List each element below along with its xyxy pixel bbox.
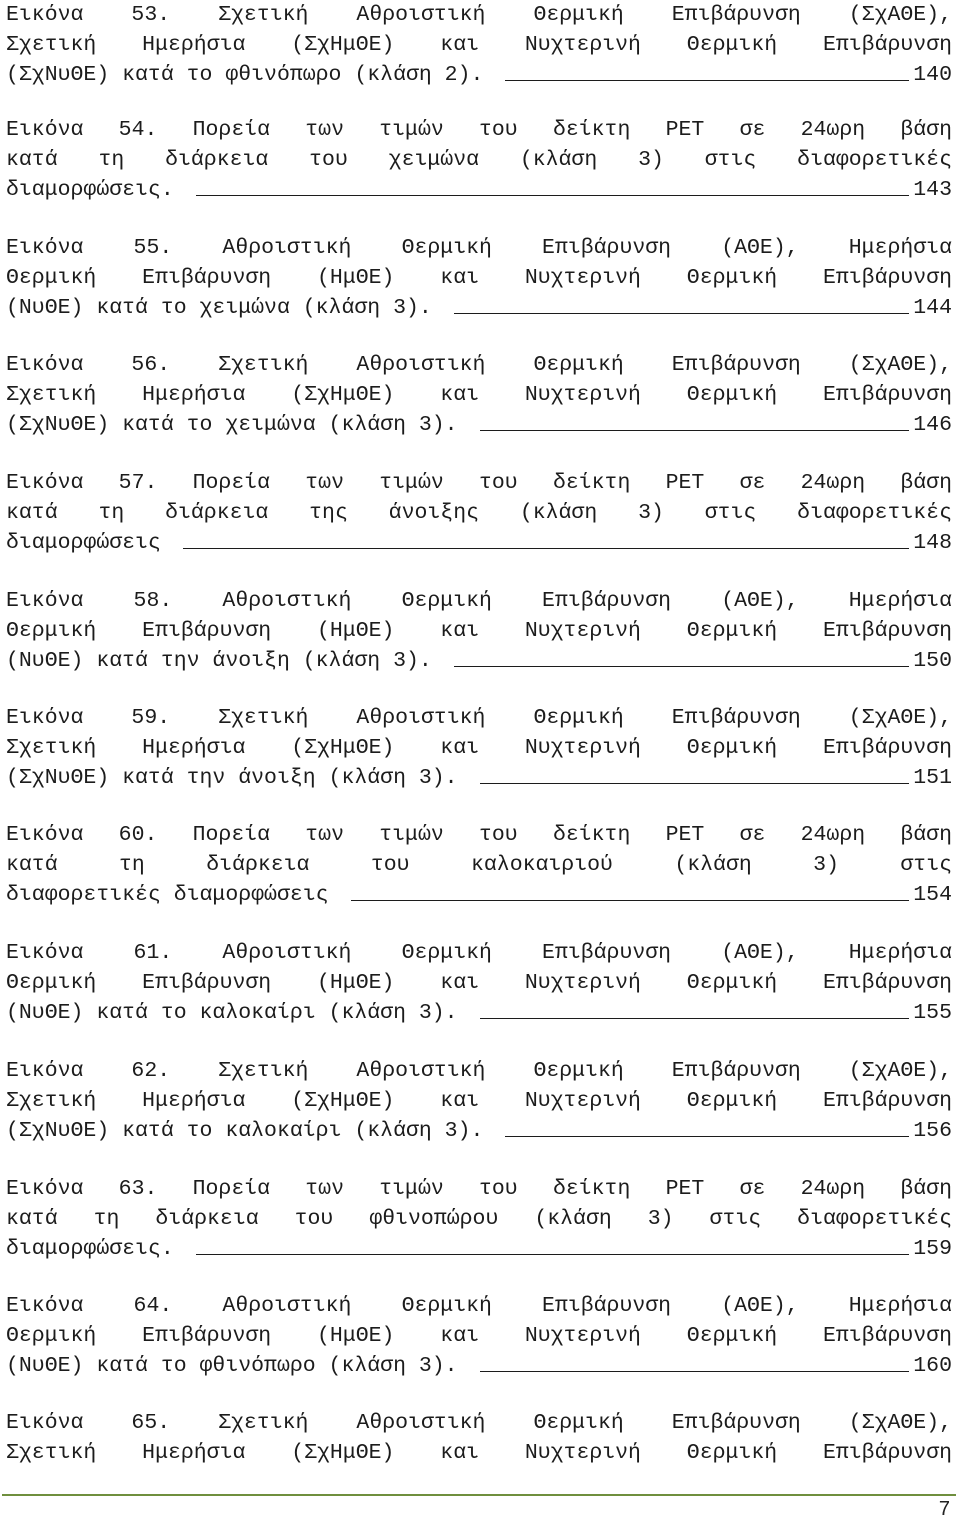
figure-entry[interactable]: [6, 820, 952, 910]
dot-leader: [505, 79, 909, 81]
page-number: 7: [938, 1498, 950, 1520]
entry-text: (ΝυΘΕ) κατά το καλοκαίρι (κλάση 3).: [6, 1001, 458, 1025]
entry-line: Σχετική Ημερήσια (ΣχΗμΘΕ) και Νυχτερινή Θερμική Επιβάρυνση: [6, 736, 952, 760]
figure-entry[interactable]: [6, 703, 952, 793]
entry-line: Σχετική Ημερήσια (ΣχΗμΘΕ) και Νυχτερινή Θερμική Επιβάρυνση: [6, 383, 952, 407]
entry-line: Εικόνα 62. Σχετική Αθροιστική Θερμική Επιβάρυνση (ΣχΑΘΕ),: [6, 1059, 952, 1083]
entry-last-line: [6, 998, 952, 1028]
entry-last-line: [6, 1234, 952, 1264]
entry-line: κατά τη διάρκεια του φθινοπώρου (κλάση 3) στις διαφορετικές: [6, 1207, 952, 1231]
dot-leader: [196, 1253, 910, 1255]
entry-line: Εικόνα 63. Πορεία των τιμών του δείκτη PET σε 24ωρη βάση: [6, 1177, 952, 1201]
entry-text: διαφορετικές διαμορφώσεις: [6, 883, 329, 907]
figure-entry[interactable]: [6, 1056, 952, 1146]
page-ref: 156: [913, 1119, 952, 1143]
figure-entry[interactable]: [6, 1408, 952, 1468]
entry-text: (ΝυΘΕ) κατά το χειμώνα (κλάση 3).: [6, 296, 432, 320]
entry-last-line: [6, 410, 952, 440]
entry-text: (ΣχΝυΘΕ) κατά το φθινόπωρο (κλάση 2).: [6, 63, 484, 87]
entry-text: διαμορφώσεις.: [6, 1237, 174, 1261]
entry-line: Εικόνα 55. Αθροιστική Θερμική Επιβάρυνση (ΑΘΕ), Ημερήσια: [6, 236, 952, 260]
page-ref: 151: [913, 766, 952, 790]
dot-leader: [480, 1370, 910, 1372]
entry-last-line: [6, 60, 952, 90]
entry-text: διαμορφώσεις.: [6, 178, 174, 202]
page-ref: 154: [913, 883, 952, 907]
entry-line: κατά τη διάρκεια του χειμώνα (κλάση 3) στις διαφορετικές: [6, 148, 952, 172]
entry-text: (ΣχΝυΘΕ) κατά το καλοκαίρι (κλάση 3).: [6, 1119, 484, 1143]
entry-line: κατά τη διάρκεια του καλοκαιριού (κλάση 3) στις: [6, 853, 952, 877]
entry-line: Εικόνα 65. Σχετική Αθροιστική Θερμική Επιβάρυνση (ΣχΑΘΕ),: [6, 1411, 952, 1435]
entry-line: Εικόνα 57. Πορεία των τιμών του δείκτη PET σε 24ωρη βάση: [6, 471, 952, 495]
entry-line: Θερμική Επιβάρυνση (ΗμΘΕ) και Νυχτερινή Θερμική Επιβάρυνση: [6, 619, 952, 643]
entry-line: Σχετική Ημερήσια (ΣχΗμΘΕ) και Νυχτερινή Θερμική Επιβάρυνση: [6, 33, 952, 57]
entry-line: Εικόνα 61. Αθροιστική Θερμική Επιβάρυνση (ΑΘΕ), Ημερήσια: [6, 941, 952, 965]
entry-last-line: [6, 1351, 952, 1381]
entry-line: Εικόνα 64. Αθροιστική Θερμική Επιβάρυνση (ΑΘΕ), Ημερήσια: [6, 1294, 952, 1318]
entry-line: Σχετική Ημερήσια (ΣχΗμΘΕ) και Νυχτερινή Θερμική Επιβάρυνση: [6, 1441, 952, 1465]
entry-line: Θερμική Επιβάρυνση (ΗμΘΕ) και Νυχτερινή Θερμική Επιβάρυνση: [6, 971, 952, 995]
dot-leader: [480, 429, 910, 431]
entry-text: (ΝυΘΕ) κατά την άνοιξη (κλάση 3).: [6, 649, 432, 673]
entry-line: Εικόνα 60. Πορεία των τιμών του δείκτη PET σε 24ωρη βάση: [6, 823, 952, 847]
figure-entry[interactable]: [6, 1174, 952, 1264]
entry-text: (ΝυΘΕ) κατά το φθινόπωρο (κλάση 3).: [6, 1354, 458, 1378]
entry-last-line: [6, 528, 952, 558]
entry-last-line: [6, 646, 952, 676]
dot-leader: [196, 194, 910, 196]
entry-last-line: [6, 293, 952, 323]
figure-entry[interactable]: [6, 0, 952, 90]
figure-entry[interactable]: [6, 1291, 952, 1381]
dot-leader: [183, 547, 909, 549]
entry-last-line: [6, 1116, 952, 1146]
entry-line: Σχετική Ημερήσια (ΣχΗμΘΕ) και Νυχτερινή Θερμική Επιβάρυνση: [6, 1089, 952, 1113]
entry-line: κατά τη διάρκεια της άνοιξης (κλάση 3) στις διαφορετικές: [6, 501, 952, 525]
entry-line: Εικόνα 54. Πορεία των τιμών του δείκτη PET σε 24ωρη βάση: [6, 118, 952, 142]
footer-rule: [2, 1494, 956, 1496]
entry-last-line: [6, 763, 952, 793]
page-ref: 148: [913, 531, 952, 555]
figure-entry[interactable]: [6, 233, 952, 323]
page-ref: 146: [913, 413, 952, 437]
page-ref: 143: [913, 178, 952, 202]
entry-line: Εικόνα 59. Σχετική Αθροιστική Θερμική Επιβάρυνση (ΣχΑΘΕ),: [6, 706, 952, 730]
dot-leader: [454, 312, 910, 314]
dot-leader: [480, 782, 910, 784]
figure-entry[interactable]: [6, 586, 952, 676]
page-ref: 155: [913, 1001, 952, 1025]
figure-entry[interactable]: [6, 938, 952, 1028]
entry-text: διαμορφώσεις: [6, 531, 161, 555]
entry-text: (ΣχΝυΘΕ) κατά την άνοιξη (κλάση 3).: [6, 766, 458, 790]
entry-line: Εικόνα 56. Σχετική Αθροιστική Θερμική Επιβάρυνση (ΣχΑΘΕ),: [6, 353, 952, 377]
page-ref: 159: [913, 1237, 952, 1261]
entry-line: Εικόνα 53. Σχετική Αθροιστική Θερμική Επιβάρυνση (ΣχΑΘΕ),: [6, 3, 952, 27]
page-ref: 150: [913, 649, 952, 673]
page-ref: 160: [913, 1354, 952, 1378]
entry-line: Θερμική Επιβάρυνση (ΗμΘΕ) και Νυχτερινή Θερμική Επιβάρυνση: [6, 1324, 952, 1348]
entry-text: (ΣχΝυΘΕ) κατά το χειμώνα (κλάση 3).: [6, 413, 458, 437]
figure-entry[interactable]: [6, 468, 952, 558]
entry-line: Εικόνα 58. Αθροιστική Θερμική Επιβάρυνση (ΑΘΕ), Ημερήσια: [6, 589, 952, 613]
dot-leader: [454, 665, 910, 667]
figure-entry[interactable]: [6, 350, 952, 440]
figure-entry[interactable]: [6, 115, 952, 205]
page-ref: 140: [913, 63, 952, 87]
entry-last-line: [6, 880, 952, 910]
dot-leader: [505, 1135, 909, 1137]
entry-line: Θερμική Επιβάρυνση (ΗμΘΕ) και Νυχτερινή Θερμική Επιβάρυνση: [6, 266, 952, 290]
dot-leader: [480, 1017, 910, 1019]
page-ref: 144: [913, 296, 952, 320]
dot-leader: [351, 899, 910, 901]
entry-last-line: [6, 175, 952, 205]
